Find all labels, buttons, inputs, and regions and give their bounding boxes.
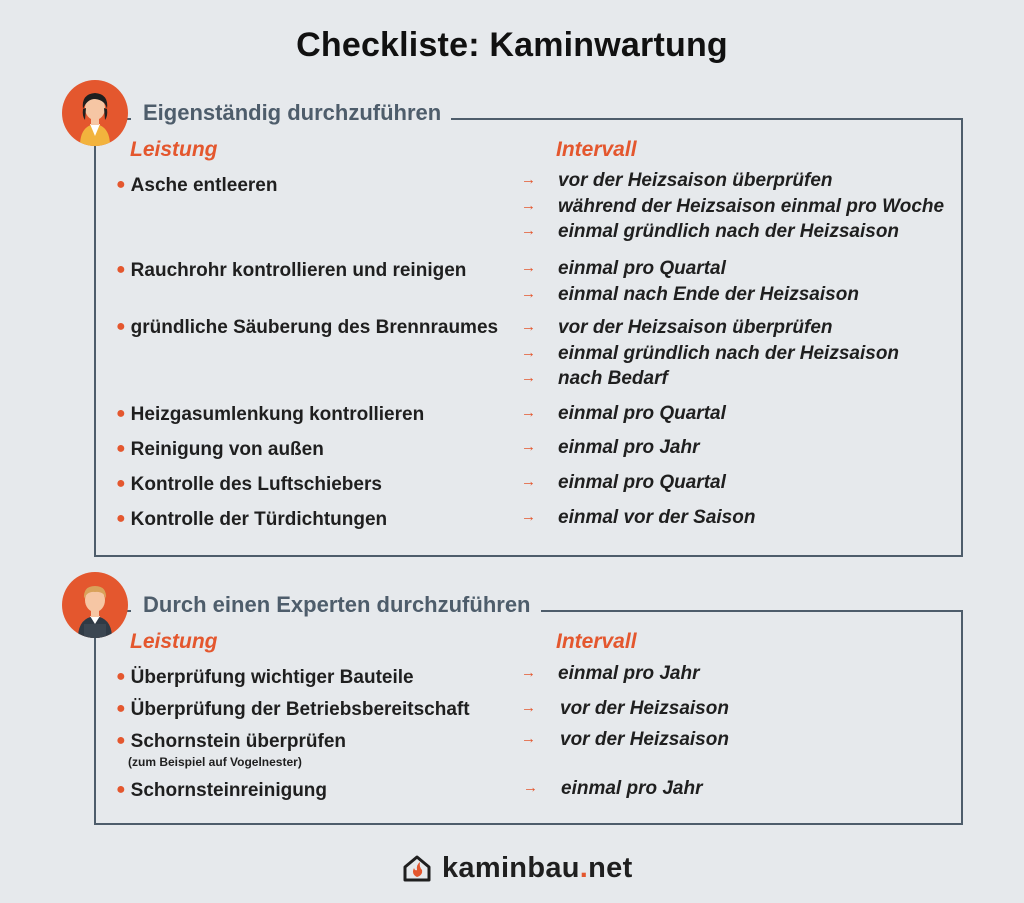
arrow-right-icon: → [521,285,536,302]
task-label: Überprüfung wichtiger Bauteile [130,667,414,688]
task-label: Kontrolle des Luftschiebers [130,474,382,495]
arrow-right-icon: → [521,404,536,421]
col-head-intervall: Intervall [556,630,637,653]
task-label: Rauchrohr kontrollieren und reinigen [130,260,467,281]
arrow-right-icon: → [521,699,536,716]
list-item [116,667,414,689]
bullet-icon: ● [116,700,126,717]
list-item [116,260,466,282]
col-head-leistung: Leistung [130,630,218,653]
task-label: gründliche Säuberung des Brennraumes [130,317,499,338]
task-note: (zum Beispiel auf Vogelnester) [128,755,302,769]
interval-text: einmal pro Quartal [558,403,726,424]
bullet-icon: ● [116,510,126,527]
list-item [116,439,324,461]
arrow-right-icon: → [521,369,536,386]
bullet-icon: ● [116,261,126,278]
interval-text: einmal pro Quartal [558,258,726,279]
page-title: Checkliste: Kaminwartung [296,26,728,64]
list-item [116,731,346,769]
task-label: Schornsteinreinigung [130,780,328,801]
task-label: Überprüfung der Betriebsbereitschaft [130,699,470,720]
logo-text: kaminbau.net [442,851,633,884]
arrow-right-icon: → [521,438,536,455]
interval-text: vor der Heizsaison überprüfen [558,170,833,191]
interval-text: einmal pro Jahr [558,437,700,458]
task-label: Schornstein überprüfen [130,731,347,752]
house-flame-icon [402,853,432,883]
interval-text: vor der Heizsaison [560,698,729,719]
bullet-icon: ● [116,475,126,492]
interval-text: nach Bedarf [558,368,668,389]
section-heading-self: Eigenständig durchzuführen [131,100,451,126]
interval-text: vor der Heizsaison [560,729,729,750]
section-heading-expert: Durch einen Experten durchzuführen [131,592,541,618]
interval-text: einmal vor der Saison [558,507,756,528]
arrow-right-icon: → [521,259,536,276]
list-item [116,474,382,496]
expert-avatar-icon [62,572,128,638]
task-label: Asche entleeren [130,175,278,196]
interval-text: während der Heizsaison einmal pro Woche [558,196,945,217]
task-label: Heizgasumlenkung kontrollieren [130,404,425,425]
interval-text: einmal pro Quartal [558,472,726,493]
bullet-icon: ● [116,405,126,422]
list-item [116,317,498,339]
bullet-icon: ● [116,176,126,193]
interval-text: einmal pro Jahr [558,663,700,684]
bullet-icon: ● [116,318,126,335]
brand-logo [402,848,633,888]
list-item [116,175,277,197]
interval-text: einmal gründlich nach der Heizsaison [558,221,900,242]
interval-text: einmal gründlich nach der Heizsaison [558,343,900,364]
arrow-right-icon: → [523,779,538,796]
arrow-right-icon: → [521,197,536,214]
task-label: Kontrolle der Türdichtungen [130,509,388,530]
task-label: Reinigung von außen [130,439,324,460]
bullet-icon: ● [116,732,126,749]
bullet-icon: ● [116,668,126,685]
arrow-right-icon: → [521,508,536,525]
arrow-right-icon: → [521,171,536,188]
col-head-leistung: Leistung [130,138,218,161]
list-item [116,404,424,426]
arrow-right-icon: → [521,730,536,747]
arrow-right-icon: → [521,344,536,361]
arrow-right-icon: → [521,222,536,239]
interval-text: einmal pro Jahr [561,778,703,799]
arrow-right-icon: → [521,318,536,335]
woman-avatar-icon [62,80,128,146]
list-item [116,699,470,721]
list-item [116,780,327,802]
col-head-intervall: Intervall [556,138,637,161]
list-item [116,509,387,531]
bullet-icon: ● [116,440,126,457]
bullet-icon: ● [116,781,126,798]
arrow-right-icon: → [521,664,536,681]
arrow-right-icon: → [521,473,536,490]
interval-text: einmal nach Ende der Heizsaison [558,284,859,305]
interval-text: vor der Heizsaison überprüfen [558,317,833,338]
